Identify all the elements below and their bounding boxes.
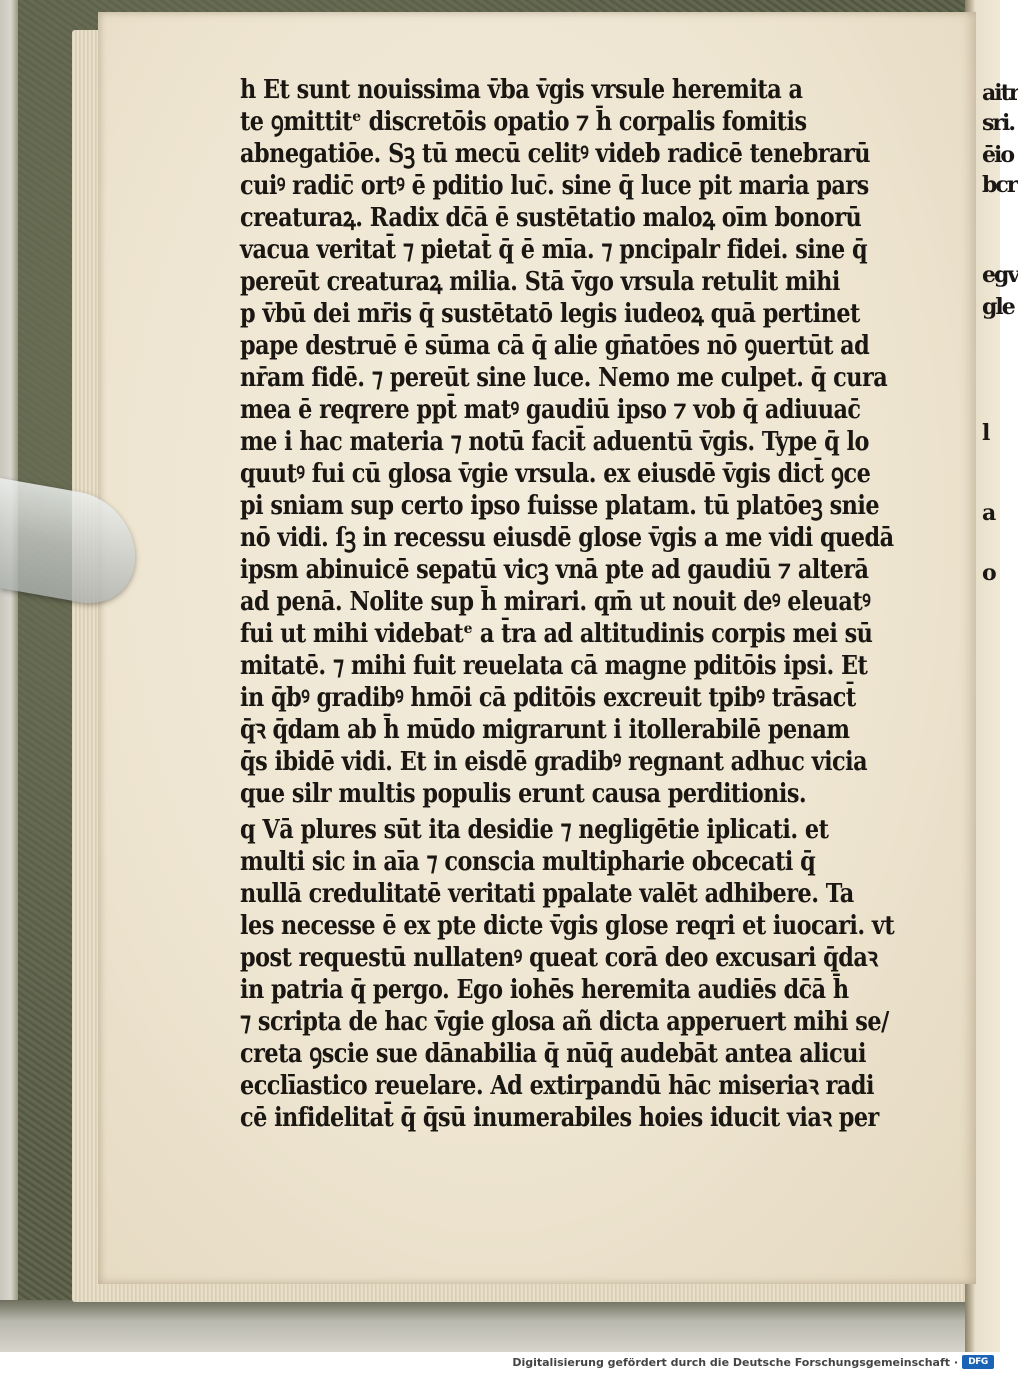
text-line: mea ē reqrere ppt̄ matꝰ gaudiū ipso ⁊ vob q̄ adiuuac̄ (240, 395, 861, 425)
text-line: quutꝰ fui cū glosa v̄gie vrsula. ex eiusdē v̄gis dict̄ ꝯce (240, 459, 871, 489)
text-line: q Vā plures sūt ita desidie ⁊ negligētie iplicati. et (240, 815, 829, 845)
text-line: q̄ꝛ q̄dam ab h̄ mūdo migrarunt i itollerabilē penam (240, 715, 850, 745)
facing-page-fragment: egv (982, 262, 1018, 288)
text-line: ⁊ scripta de hac v̄gie glosa añ dicta apperuert mihi se/ (240, 1007, 889, 1037)
dfg-logo: DFG (962, 1355, 994, 1369)
text-line: que silr multis populis erunt causa perditionis. (240, 779, 807, 809)
footer-credit: Digitalisierung gefördert durch die Deutsche Forschungsgemeinschaft · (512, 1356, 958, 1369)
text-line: ad penā. Nolite sup h̄ mirari. qm̄ ut nouit deꝰ eleuatꝰ (240, 587, 871, 617)
text-line: les necesse ē ex pte dicte v̄gis glose reqri et iuocari. vt (240, 911, 895, 941)
facing-page-fragment: a (982, 500, 995, 526)
text-line: in patria q̄ pergo. Ego iohēs heremita audiēs dc̄ā h̄ (240, 975, 849, 1005)
text-line: abnegatiōe. Sꝫ tū mecū celitꝰ videb radicē tenebrarū (240, 139, 870, 169)
text-line: vacua veritat̄ ⁊ pietat̄ q̄ ē mīa. ⁊ pncipalr fidei. sine q̄ (240, 235, 868, 265)
text-line: cuiꝰ radic̄ ortꝰ ē pditio luc̄. sine q̄ luce pit maria pars (240, 171, 869, 201)
text-line: cē infidelitat̄ q̄ q̄sū inumerabiles hoies iducit viaꝛ per (240, 1103, 879, 1133)
cover-edge-left (0, 0, 18, 1352)
text-line: post requestū nullatenꝰ queat corā deo excusari q̄daꝛ (240, 943, 878, 973)
facing-page-fragment: sri. (982, 110, 1014, 136)
text-line: q̄s ibidē vidi. Et in eisdē gradibꝰ regnant adhuc vicia (240, 747, 868, 777)
text-line: nō vidi. ſꝫ in recessu eiusdē glose v̄gis a me vidi quedā (240, 523, 894, 553)
text-line: creaturaꝝ. Radix dc̄ā ē sustētatio maloꝝ oīm bonorū (240, 203, 862, 233)
text-line: ipsm abinuicē sepatū vicꝫ vnā pte ad gaudiū ⁊ alterā (240, 555, 869, 585)
text-line: in q̄bꝰ gradibꝰ hmōi cā pditōis excreuit tpibꝰ trāsact̄ (240, 683, 856, 713)
text-line: fui ut mihi videbatᵉ a t̄ra ad altitudinis corpis mei sū (240, 619, 873, 649)
text-line: creta ꝯscie sue dānabilia q̄ nūq̄ audebāt antea alicui (240, 1039, 866, 1069)
text-line: te ꝯmittitᵉ discretōis opatio ⁊ h̄ corpalis fomitis (240, 107, 807, 137)
text-line: ecclīastico reuelare. Ad extirpandū hāc miseriaꝛ radi (240, 1071, 875, 1101)
text-line: pereūt creaturaꝝ milia. Stā v̄go vrsula retulit mihi (240, 267, 840, 297)
footer-bar (0, 1352, 1000, 1373)
text-line: mitatē. ⁊ mihi fuit reuelata cā magne pditōis ipsi. Et (240, 651, 868, 681)
cover-edge-bottom (0, 1300, 1000, 1352)
text-line: me i hac materia ⁊ notū facit̄ aduentū v̄gis. Type q̄ lo (240, 427, 869, 457)
text-line: p v̄bū dei mr̄is q̄ sustētatō legis iudeoꝝ quā pertinet (240, 299, 860, 329)
text-line: multi sic in aīa ⁊ conscia multipharie obcecati q̄ (240, 847, 816, 877)
facing-page-fragment: gle (982, 294, 1014, 320)
text-line: pi sniam sup certo ipso fuisse platam. tū platōeꝫ snie (240, 491, 880, 521)
text-line: nullā credulitatē veritati ppalate valēt adhibere. Ta (240, 879, 854, 909)
facing-page-fragment: ēio (982, 142, 1014, 168)
facing-page-fragment: l (982, 420, 989, 446)
facing-page-fragment: bcr (982, 172, 1017, 198)
facing-page-fragment: aitr (982, 80, 1018, 106)
text-line: pape destruē ē sūma cā q̄ alie gn̄atōes nō ꝯuertūt ad (240, 331, 870, 361)
text-line: h Et sunt nouissima v̄ba v̄gis vrsule heremita a (240, 75, 803, 105)
text-line: nr̄am fidē. ⁊ pereūt sine luce. Nemo me culpet. q̄ cura (240, 363, 888, 393)
facing-page-fragment: o (982, 560, 995, 586)
